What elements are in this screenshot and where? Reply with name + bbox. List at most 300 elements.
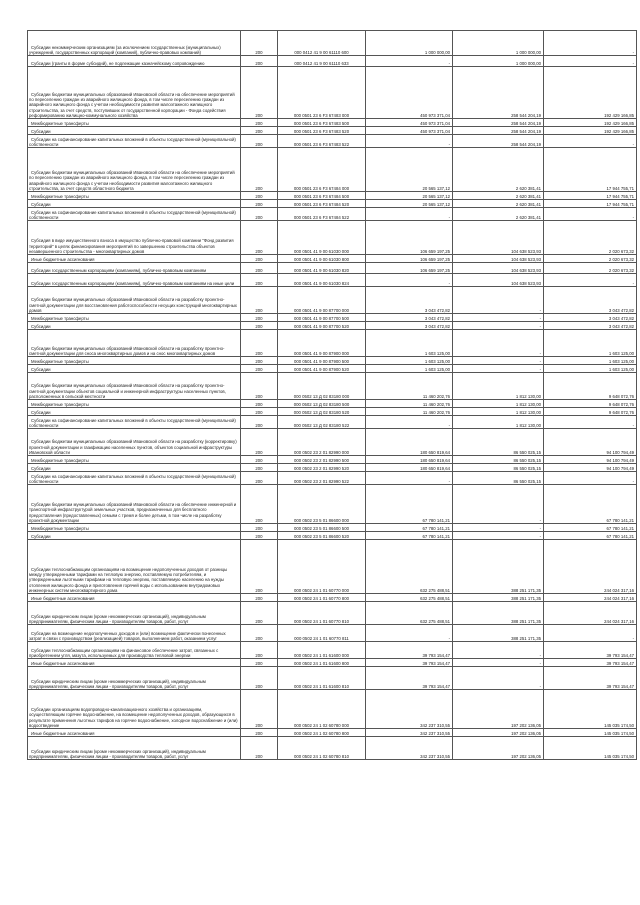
row-kbk-cell: 000 0501 23 6 F3 67484 000 [278,148,366,192]
table-row [28,373,637,400]
row-kbk-cell: 000 0501 41 9 00 87700 500 [278,314,366,322]
table-row [28,221,637,255]
row-code-cell: 200 [241,357,278,365]
row-code-cell: 200 [241,408,278,416]
row-executed-cell: 86 550 025,15 [453,456,544,464]
row-executed-cell: - [453,322,544,330]
row-executed-cell: 1 812 130,00 [453,400,544,408]
row-unexecuted-cell: 9 648 072,76 [544,400,637,408]
row-code-cell: 200 [241,127,278,135]
row-kbk-cell: 000 0502 23 2 01 82990 520 [278,464,366,472]
row-code-cell: 200 [241,56,278,67]
row-name-cell [28,263,241,274]
table-row [28,135,637,148]
row-name-cell [28,625,241,642]
row-executed-cell: - [453,365,544,373]
row-code-cell: 200 [241,456,278,464]
row-approved-cell: 67 780 141,21 [366,524,453,532]
table-row [28,594,637,602]
row-executed-cell: - [453,330,544,357]
row-kbk-cell: 000 0502 24 1 02 60780 800 [278,729,366,737]
table-row [28,208,637,221]
row-approved-cell: 11 460 202,76 [366,400,453,408]
row-name-text: Субсидии бюджетам муниципальных образований Ивановской области на обеспечение инженерной и транспортной инфраструктурой земельных участков, предназначенных для бесплатного предоставления (предоставленных) семьям с тремя и более детьми, в том числе на разработку проектной документации [29,502,237,523]
budget-execution-table [27,30,637,760]
row-unexecuted-cell: 94 100 794,49 [544,429,637,456]
row-name-cell [28,408,241,416]
row-approved-cell: 20 565 137,12 [366,200,453,208]
table-row [28,274,637,287]
row-code-cell: 200 [241,200,278,208]
table-row [28,642,637,659]
table-row [28,287,637,314]
row-approved-cell: 67 780 141,21 [366,532,453,540]
row-kbk-cell: 000 0501 41 9 00 87700 520 [278,322,366,330]
row-executed-cell: 104 638 523,93 [453,263,544,274]
row-kbk-cell: 000 0502 24 1 01 60770 800 [278,594,366,602]
row-executed-cell: - [453,667,544,690]
row-code-cell: 200 [241,192,278,200]
row-name-cell [28,287,241,314]
row-name-text: Субсидии бюджетам муниципальных образований Ивановской области на разработку проектно-сметной документации объектов социальной и инженерной инфраструктуры населенных пунктов, расположенных в сельской местности [29,383,226,399]
row-kbk-cell: 000 0501 23 6 F3 67484 500 [278,192,366,200]
row-unexecuted-cell: 1 603 125,00 [544,330,637,357]
row-unexecuted-cell: 244 024 317,16 [544,540,637,594]
row-approved-cell: 3 043 472,82 [366,322,453,330]
row-name-cell [28,400,241,408]
row-code-cell: 200 [241,330,278,357]
row-name-text: Субсидии на софинансирование капитальных вложений в объекты государственной (муниципальной) собственности [29,209,236,220]
row-executed-cell: 258 544 204,19 [453,119,544,127]
row-code-cell: 200 [241,667,278,690]
row-approved-cell: 106 659 197,25 [366,255,453,263]
row-name-cell [28,429,241,456]
row-code-cell: 200 [241,255,278,263]
row-approved-cell: - [366,472,453,485]
table-row [28,255,637,263]
budget-report-sheet [27,30,634,760]
row-name-text: Субсидии юридическим лицам (кроме некоммерческих организаций), индивидуальным предпринимателям, физическим лицам - производителям товаров, работ, услуг [29,678,206,689]
row-name-cell [28,690,241,729]
row-executed-cell: 197 202 136,05 [453,729,544,737]
row-executed-cell: 2 620 381,41 [453,192,544,200]
table-row [28,659,637,667]
row-kbk-cell: 000 0501 41 9 00 87900 000 [278,330,366,357]
row-kbk-cell: 000 0501 41 9 00 61030 000 [278,221,366,255]
table-row [28,667,637,690]
row-unexecuted-cell: 145 035 174,50 [544,737,637,760]
row-executed-cell: - [453,532,544,540]
table-row [28,602,637,625]
row-code-cell: 200 [241,729,278,737]
row-executed-cell: 388 251 171,35 [453,594,544,602]
row-approved-cell: 39 793 154,47 [366,659,453,667]
row-approved-cell: 1 603 125,00 [366,357,453,365]
row-name-cell [28,200,241,208]
row-unexecuted-cell: 244 024 317,16 [544,602,637,625]
row-name-text: Субсидии юридическим лицам (кроме некоммерческих организаций), индивидуальным предпринимателям, физическим лицам - производителям товаров, работ, услуг [29,613,206,624]
row-unexecuted-cell: 2 020 673,32 [544,263,637,274]
row-executed-cell: 258 544 204,19 [453,127,544,135]
row-kbk-cell: 000 0501 23 6 F3 67484 522 [278,208,366,221]
row-kbk-cell: 000 0502 13 Д 02 83180 000 [278,373,366,400]
row-approved-cell: 342 237 310,55 [366,690,453,729]
row-name-text: Иные бюджетные ассигнования [31,595,95,601]
row-kbk-cell: 000 0502 24 1 02 60780 810 [278,737,366,760]
table-row [28,314,637,322]
row-code-cell: 200 [241,659,278,667]
row-kbk-cell: 000 0502 24 1 02 60780 000 [278,690,366,729]
row-approved-cell: 342 237 310,55 [366,737,453,760]
table-row [28,148,637,192]
row-name-cell [28,135,241,148]
row-name-cell [28,532,241,540]
row-kbk-cell: 000 0502 23 5 01 86600 500 [278,524,366,532]
row-code-cell: 200 [241,642,278,659]
table-row [28,119,637,127]
row-executed-cell: 388 251 171,35 [453,625,544,642]
row-unexecuted-cell: 3 043 472,82 [544,287,637,314]
row-code-cell: 200 [241,429,278,456]
row-executed-cell: 1 000 000,00 [453,56,544,67]
row-name-text: Иные бюджетные ассигнования [31,256,95,262]
row-approved-cell: 342 237 310,55 [366,729,453,737]
row-name-text: Межбюджетные трансферты [31,401,89,407]
row-code-cell: 200 [241,416,278,429]
row-name-cell [28,485,241,524]
row-kbk-cell: 000 0501 41 9 00 61030 824 [278,274,366,287]
row-executed-cell: 86 550 025,15 [453,464,544,472]
row-unexecuted-cell: 3 043 472,82 [544,322,637,330]
row-name-text: Межбюджетные трансферты [31,315,89,321]
row-approved-cell: 1 603 125,00 [366,365,453,373]
row-name-cell [28,56,241,67]
row-executed-cell: 388 251 171,35 [453,602,544,625]
row-approved-cell: 39 793 154,47 [366,642,453,659]
row-name-text: Субсидии (гранты в форме субсидий), не подлежащие казначейскому сопровождению [31,60,205,66]
row-kbk-cell: 000 0502 23 2 01 82990 500 [278,456,366,464]
row-code-cell: 200 [241,287,278,314]
row-kbk-cell: 000 0501 23 6 F3 67484 520 [278,200,366,208]
row-name-text: Субсидии государственным корпорациям (компаниям), публично-правовым компаниям [31,267,207,273]
row-unexecuted-cell: - [544,416,637,429]
row-unexecuted-cell: 39 793 154,47 [544,659,637,667]
row-code-cell: 200 [241,594,278,602]
row-name-text: Субсидии [31,366,51,372]
row-executed-cell: 2 620 381,41 [453,148,544,192]
row-name-cell [28,472,241,485]
row-kbk-cell: 000 0502 13 Д 02 83180 500 [278,400,366,408]
row-name-cell [28,642,241,659]
row-kbk-cell: 000 0501 41 9 00 87700 000 [278,287,366,314]
row-code-cell: 200 [241,31,278,56]
row-name-text: Субсидии [31,201,51,207]
row-name-cell [28,192,241,200]
row-name-text: Субсидии на возмещение недополученных доходов и (или) возмещение фактически понесенных затрат в связи с производством (реализацией) товаров, выполнением работ, оказанием услуг [29,630,226,641]
row-unexecuted-cell: 1 603 125,00 [544,365,637,373]
row-executed-cell: 1 812 130,00 [453,373,544,400]
row-name-text: Субсидии теплоснабжающим организациям на возмещение недополученных доходов от разницы между утвержденными тарифами на тепловую энергию, поставляемую потребителям, и утвержденными льготными тарифами на тепловую энергию, поставляемую населению на нужды отопления жилищного фонда и приготовления горячей воды с использованием внутридомовых инженерных систем многоквартирного дома [29,566,228,593]
row-executed-cell: 1 812 130,00 [453,416,544,429]
row-kbk-cell: 000 0502 24 1 01 61600 810 [278,667,366,690]
row-code-cell: 200 [241,602,278,625]
table-row [28,192,637,200]
row-name-cell [28,373,241,400]
row-approved-cell: 1 603 125,00 [366,330,453,357]
row-kbk-cell: 000 0502 23 5 01 86600 520 [278,532,366,540]
row-approved-cell: 20 565 137,12 [366,148,453,192]
row-name-text: Субсидии на софинансирование капитальных вложений в объекты государственной (муниципальной) собственности [29,473,236,484]
table-row [28,532,637,540]
row-unexecuted-cell: - [544,625,637,642]
row-executed-cell: 1 000 000,00 [453,31,544,56]
row-name-cell [28,208,241,221]
table-row [28,690,637,729]
table-row [28,56,637,67]
row-unexecuted-cell: 39 793 154,47 [544,667,637,690]
row-code-cell: 200 [241,690,278,729]
row-name-cell [28,274,241,287]
row-kbk-cell: 000 0501 41 9 00 87900 520 [278,365,366,373]
row-name-cell [28,416,241,429]
row-executed-cell: 388 251 171,35 [453,540,544,594]
row-name-text: Иные бюджетные ассигнования [31,660,95,666]
row-code-cell: 200 [241,524,278,532]
row-kbk-cell: 000 0502 24 1 01 61600 800 [278,659,366,667]
row-unexecuted-cell: 192 429 166,85 [544,67,637,119]
row-unexecuted-cell: 39 793 154,47 [544,642,637,659]
table-row [28,625,637,642]
row-unexecuted-cell: 17 944 755,71 [544,200,637,208]
row-name-text: Субсидии организациям водопроводно-канализационного хозяйства и организациям, осуществляющим горячее водоснабжение, на возмещение недополученных доходов, образующихся в результате применения льготных тарифов на горячее водоснабжение, холодное водоснабжение и (или) водоотведение [29,707,238,728]
row-name-cell [28,524,241,532]
row-approved-cell: 632 275 488,51 [366,602,453,625]
row-kbk-cell: 000 0501 23 6 F3 67483 520 [278,127,366,135]
row-kbk-cell: 000 0502 13 Д 02 83180 520 [278,408,366,416]
row-name-cell [28,667,241,690]
row-name-text: Субсидии [31,323,51,329]
row-unexecuted-cell: 145 035 174,50 [544,690,637,729]
row-approved-cell: - [366,56,453,67]
table-row [28,357,637,365]
row-name-cell [28,357,241,365]
row-name-text: Субсидии бюджетам муниципальных образований Ивановской области на разработку (корректировку) проектной документации и газификацию населенных пунктов, объектов социальной инфраструктуры Ивановской области [29,439,237,455]
table-row [28,540,637,594]
row-unexecuted-cell: - [544,274,637,287]
row-kbk-cell: 000 0502 24 1 01 60770 811 [278,625,366,642]
row-name-cell [28,729,241,737]
row-approved-cell: 11 460 202,76 [366,373,453,400]
table-row [28,729,637,737]
row-name-cell [28,602,241,625]
row-code-cell: 200 [241,208,278,221]
row-name-text: Субсидии [31,465,51,471]
table-row [28,464,637,472]
table-row [28,322,637,330]
table-row [28,330,637,357]
row-name-text: Субсидия в виде имущественного взноса в имущество публично-правовой компании "Фонд развития территорий" в целях финансирования мероприятий по завершению строительства объектов незавершенного строительства - многоквартирных домов [29,238,234,254]
row-approved-cell: 1 000 000,00 [366,31,453,56]
row-executed-cell: - [453,314,544,322]
row-name-text: Субсидии на софинансирование капитальных вложений в объекты государственной (муниципальной) собственности [29,417,236,428]
row-approved-cell: 450 973 371,04 [366,127,453,135]
row-name-text: Межбюджетные трансферты [31,120,89,126]
row-name-text: Субсидии бюджетам муниципальных образований Ивановской области на обеспечение мероприятий по переселению граждан из аварийного жилищного фонда, в том числе переселению граждан из аварийного жилищного фонда с учетом необходимости развития малоэтажного жилищного строительства, за счет средств, поступивших от государственной корпорации - Фонда содействия реформированию жилищно-коммунального хозяйства [29,91,235,118]
row-kbk-cell: 000 0502 24 1 01 61600 000 [278,642,366,659]
row-name-cell [28,255,241,263]
row-code-cell: 200 [241,274,278,287]
table-row [28,429,637,456]
row-executed-cell: 104 638 523,93 [453,274,544,287]
table-body [28,31,637,760]
row-unexecuted-cell: 9 648 072,76 [544,373,637,400]
row-name-cell [28,365,241,373]
row-name-cell [28,31,241,56]
row-name-cell [28,464,241,472]
row-executed-cell: 197 202 136,05 [453,737,544,760]
row-code-cell: 200 [241,148,278,192]
row-unexecuted-cell: 3 043 472,82 [544,314,637,322]
row-name-cell [28,540,241,594]
row-approved-cell: 39 793 154,47 [366,667,453,690]
row-executed-cell: 104 638 523,93 [453,221,544,255]
row-name-text: Субсидии теплоснабжающим организациям на финансовое обеспечение затрат, связанных с приобретением угля, мазута, используемых для производства тепловой энергии [29,647,219,658]
row-approved-cell: - [366,208,453,221]
row-kbk-cell: 000 0502 24 1 01 60770 810 [278,602,366,625]
row-approved-cell: - [366,625,453,642]
row-kbk-cell: 000 0502 23 2 01 82990 000 [278,429,366,456]
row-name-text: Межбюджетные трансферты [31,358,89,364]
table-row [28,472,637,485]
row-unexecuted-cell: 192 429 166,85 [544,127,637,135]
row-approved-cell: 632 275 488,51 [366,540,453,594]
row-code-cell: 200 [241,737,278,760]
row-name-text: Межбюджетные трансферты [31,457,89,463]
row-code-cell: 200 [241,314,278,322]
row-executed-cell: 104 638 523,93 [453,255,544,263]
row-name-text: Субсидии на софинансирование капитальных вложений в объекты государственной (муниципальной) собственности [29,136,236,147]
row-executed-cell: 258 544 204,19 [453,67,544,119]
row-name-text: Субсидии бюджетам муниципальных образований Ивановской области на разработку проектно-сметной документации для сноса многоквартирных домов и на снос многоквартирных домов [29,345,225,356]
row-name-text: Субсидии [31,409,51,415]
row-code-cell: 200 [241,532,278,540]
row-name-text: Межбюджетные трансферты [31,193,89,199]
row-unexecuted-cell: 244 024 317,16 [544,594,637,602]
row-code-cell: 200 [241,373,278,400]
row-kbk-cell: 000 0502 24 1 01 60770 000 [278,540,366,594]
row-approved-cell: 11 460 202,76 [366,408,453,416]
row-code-cell: 200 [241,472,278,485]
row-approved-cell: 67 780 141,21 [366,485,453,524]
row-approved-cell: 450 973 371,04 [366,67,453,119]
row-executed-cell: - [453,642,544,659]
row-unexecuted-cell: 2 020 673,32 [544,255,637,263]
table-row [28,67,637,119]
table-row [28,31,637,56]
row-code-cell: 200 [241,464,278,472]
row-unexecuted-cell: 17 944 755,71 [544,148,637,192]
row-name-cell [28,456,241,464]
row-name-cell [28,659,241,667]
row-name-cell [28,67,241,119]
row-kbk-cell: 000 0501 23 6 F3 67483 000 [278,67,366,119]
table-row [28,737,637,760]
row-approved-cell: - [366,416,453,429]
row-kbk-cell: 000 0501 23 6 F3 67483 500 [278,119,366,127]
row-executed-cell: 197 202 136,05 [453,690,544,729]
row-approved-cell: 106 659 197,25 [366,263,453,274]
table-row [28,485,637,524]
row-kbk-cell: 000 0501 41 9 00 61030 800 [278,255,366,263]
row-approved-cell: 450 973 371,04 [366,119,453,127]
table-row [28,456,637,464]
row-name-text: Субсидии бюджетам муниципальных образований Ивановской области на обеспечение мероприятий по переселению граждан из аварийного жилищного фонда, в том числе переселению граждан из аварийного жилищного фонда с учетом необходимости развития малоэтажного жилищного строительства, за счет средств областного бюджета [29,170,235,191]
table-row [28,200,637,208]
row-kbk-cell: 000 0501 23 6 F3 67483 522 [278,135,366,148]
row-executed-cell: 86 550 025,15 [453,429,544,456]
table-row [28,408,637,416]
row-kbk-cell: 000 0502 23 5 01 86600 000 [278,485,366,524]
row-unexecuted-cell: 67 780 141,21 [544,485,637,524]
row-unexecuted-cell: 1 603 125,00 [544,357,637,365]
row-code-cell: 200 [241,221,278,255]
row-code-cell: 200 [241,400,278,408]
row-name-cell [28,127,241,135]
table-row [28,524,637,532]
row-unexecuted-cell: - [544,208,637,221]
row-approved-cell: 632 275 488,51 [366,594,453,602]
row-kbk-cell: 000 0412 41 9 00 61110 600 [278,31,366,56]
row-name-cell [28,314,241,322]
row-unexecuted-cell: 192 429 166,85 [544,119,637,127]
row-unexecuted-cell: 94 100 794,49 [544,456,637,464]
row-executed-cell: - [453,287,544,314]
row-name-text: Субсидии бюджетам муниципальных образований Ивановской области на разработку проектно-сметной документации для восстановления работоспособности несущих конструкций многоквартирных домов [29,297,237,313]
row-code-cell: 200 [241,485,278,524]
table-row [28,365,637,373]
row-code-cell: 200 [241,625,278,642]
row-name-cell [28,119,241,127]
row-unexecuted-cell: - [544,31,637,56]
table-row [28,263,637,274]
row-unexecuted-cell: - [544,135,637,148]
row-executed-cell: - [453,524,544,532]
row-kbk-cell: 000 0501 41 9 00 87900 500 [278,357,366,365]
row-executed-cell: 258 544 204,19 [453,135,544,148]
row-name-text: Субсидии некоммерческим организациям (за исключением государственных (муниципальных) учреждений, государственных корпораций (компаний), публично-правовых компаний) [29,44,221,55]
row-executed-cell: - [453,659,544,667]
row-kbk-cell: 000 0501 41 9 00 61030 820 [278,263,366,274]
row-code-cell: 200 [241,67,278,119]
row-approved-cell: 3 043 472,82 [366,287,453,314]
row-approved-cell: 180 650 819,64 [366,429,453,456]
row-unexecuted-cell: 67 780 141,21 [544,532,637,540]
row-approved-cell: 180 650 819,64 [366,464,453,472]
row-approved-cell: 20 565 137,12 [366,192,453,200]
row-code-cell: 200 [241,263,278,274]
row-approved-cell: 106 659 197,25 [366,221,453,255]
row-name-cell [28,221,241,255]
row-kbk-cell: 000 0502 13 Д 02 83180 522 [278,416,366,429]
row-unexecuted-cell: 2 020 673,32 [544,221,637,255]
row-code-cell: 200 [241,365,278,373]
row-name-text: Иные бюджетные ассигнования [31,730,95,736]
row-name-text: Субсидии [31,128,51,134]
row-executed-cell: 2 620 381,41 [453,200,544,208]
table-row [28,127,637,135]
row-unexecuted-cell: 9 648 072,76 [544,408,637,416]
row-kbk-cell: 000 0412 41 9 00 61110 633 [278,56,366,67]
